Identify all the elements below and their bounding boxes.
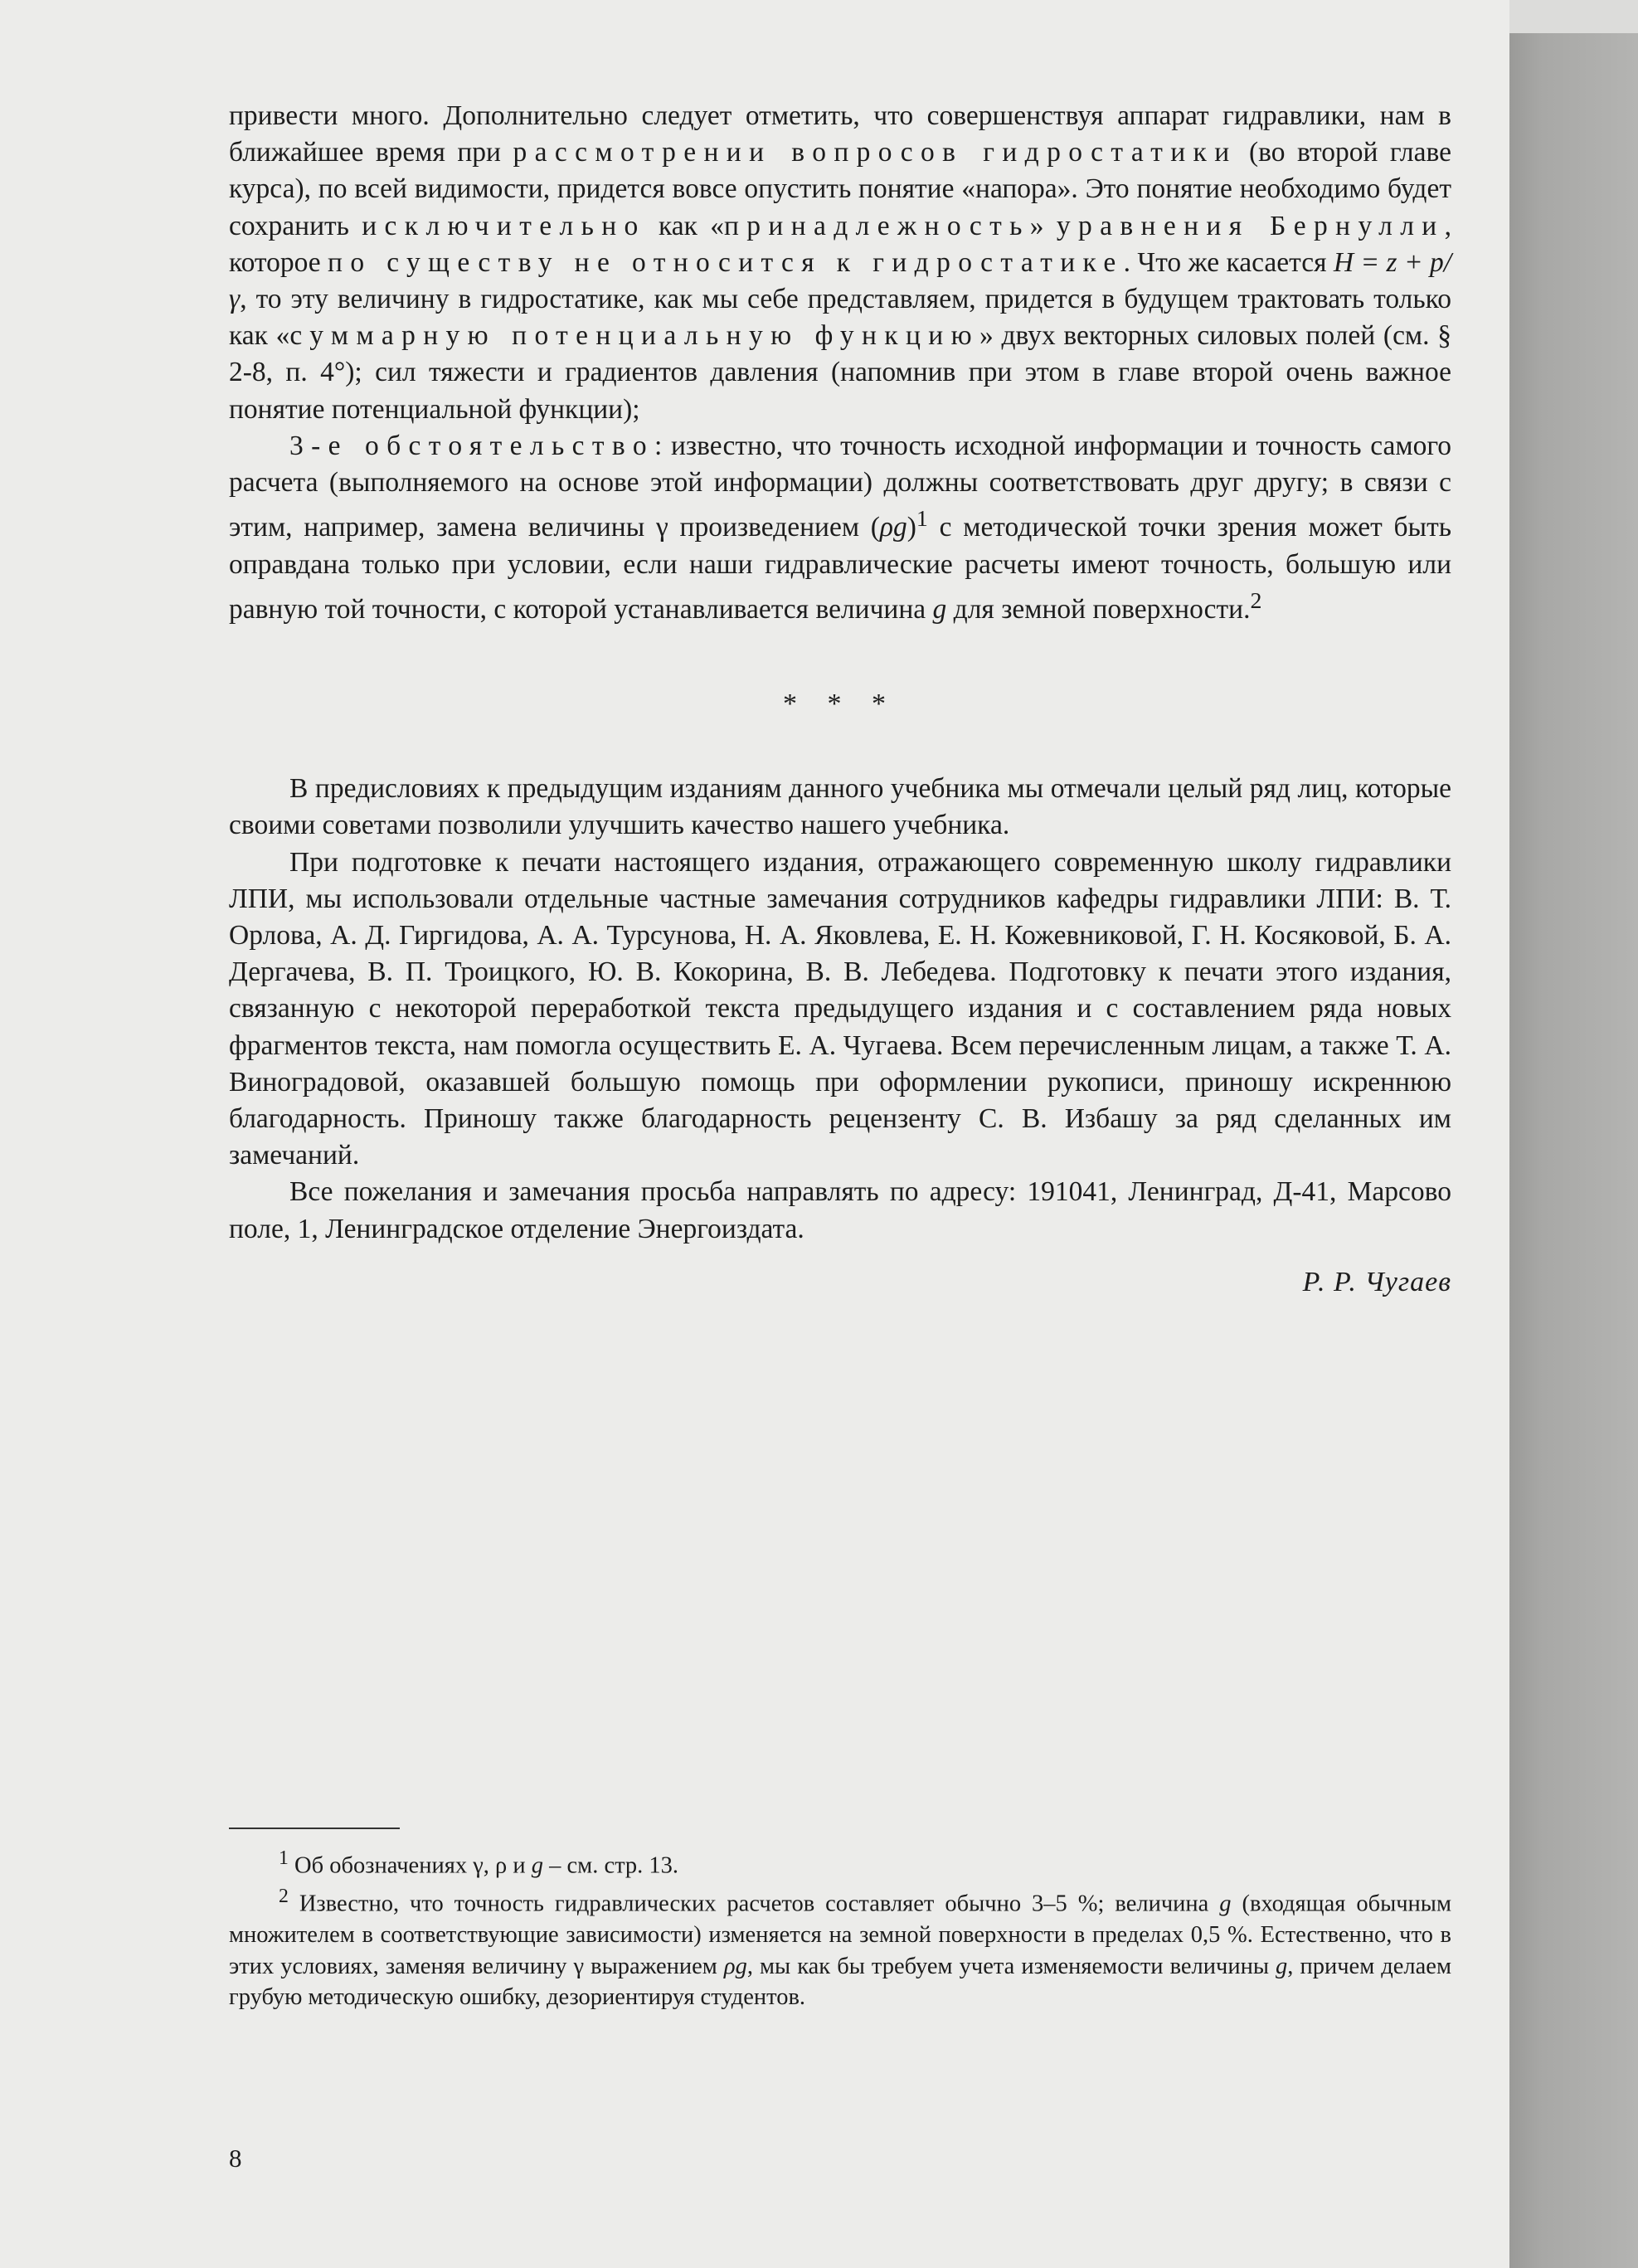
text-run: , которое bbox=[229, 210, 1451, 278]
symbol-g: g bbox=[932, 593, 947, 625]
symbol-g: g bbox=[1219, 1891, 1232, 1917]
formula-rho-g: ρg bbox=[879, 512, 907, 543]
text-run: с методической точки зрения может быть оправдана только при условии, если наши гидравлические расчеты имеют точность, большую или равную той точности, с которой устанавливается величина bbox=[229, 512, 1451, 625]
section-separator: * * * bbox=[783, 689, 897, 720]
text-run: » двух векторных силовых полей (см. § 2-8, п. 4°); сил тяжести и градиентов давления (напомнив при этом в главе второй очень важное понятие потенциальной функции); bbox=[229, 320, 1451, 425]
formula-head: H = z + p/γ bbox=[229, 246, 1452, 315]
footnote-ref-2[interactable]: 2 bbox=[1250, 587, 1262, 614]
text-run: ) bbox=[906, 512, 916, 543]
footnote-divider bbox=[229, 1828, 400, 1829]
page-number: 8 bbox=[229, 2144, 242, 2173]
text-run: (входящая обычным множителем в соответствующие зависимости) изменяется на земной поверхности в пределах 0,5 %. Естественно, что в этих условиях, заменяя величину γ выражением bbox=[229, 1891, 1451, 1979]
paragraph-third-circumstance bbox=[229, 428, 1451, 628]
spaced-emphasis: суммарную потенциальную функцию bbox=[289, 320, 979, 352]
footnote-2 bbox=[229, 1881, 1451, 2013]
spaced-emphasis: принадлежность bbox=[723, 210, 1030, 241]
text-run: для земной поверхности. bbox=[946, 593, 1251, 625]
formula-rho-g: ρg bbox=[723, 1953, 747, 1979]
paragraph-acknowledgement-intro: В предисловиях к предыдущим изданиям данного учебника мы отмечали целый ряд лиц, которые своими советами позволили улучшить качество нашего учебника. bbox=[229, 773, 1451, 841]
spaced-emphasis: уравнения Бернулли bbox=[1056, 210, 1445, 241]
author-signature: Р. Р. Чугаев bbox=[1302, 1266, 1451, 1297]
text-run: Об обозначениях γ, ρ и bbox=[288, 1852, 532, 1879]
spaced-emphasis: исключительно bbox=[362, 210, 646, 241]
symbol-g: g bbox=[531, 1852, 544, 1879]
page-edge-shadow bbox=[1509, 0, 1638, 2268]
footnotes-block bbox=[229, 1843, 1451, 2013]
text-run: как « bbox=[645, 210, 724, 241]
main-text-column bbox=[229, 98, 1451, 1301]
text-run: (во второй главе курса), по всей видимости, придется вовсе опустить понятие «напора». Это понятие необходимо будет сохранить bbox=[229, 137, 1451, 241]
text-run: – см. стр. 13. bbox=[543, 1852, 679, 1879]
text-run: , мы как бы требуем учета изменяемости величины bbox=[746, 1953, 1276, 1979]
paragraph-acknowledgements: При подготовке к печати настоящего издания, отражающего современную школу гидравлики ЛПИ, мы использовали отдельные частные замечания сотрудников кафедры гидравлики ЛПИ: В. Т. Орлова, А. Д. Гиргидова, А. А. Турсунова, Н. А. Яковлева, Е. Н. Кожевниковой, Г. Н. Косяковой, Б. А. Дергачева, В. П. Троицкого, Ю. В. Кокорина, В. В. Лебедева. Подготовку к печати этого издания, связанную с некоторой переработкой текста предыдущего издания и с составлением ряда новых фрагментов текста, нам помогла осуществить Е. А. Чугаева. Всем перечисленным лицам, а также Т. А. Виноградовой, оказавшей большую помощь при оформлении рукописи, приношу искреннюю благодарность. Приношу также благодарность рецензенту С. В. Избашу за ряд сделанных им замечаний. bbox=[229, 846, 1451, 1171]
footnote-marker: 1 bbox=[279, 1847, 289, 1869]
footnote-1 bbox=[229, 1843, 1451, 1881]
text-run: » bbox=[1029, 210, 1057, 241]
paragraph-contact-address: Все пожелания и замечания просьба направлять по адресу: 191041, Ленинград, Д-41, Марсово поле, 1, Ленинградское отделение Энергоиздата. bbox=[229, 1176, 1451, 1244]
text-run: : известно, что точность исходной информации и точность самого расчета (выполняемого на основе этой информации) должны соответствовать друг другу; в связи с этим, например, замена величины γ произведением ( bbox=[229, 430, 1451, 543]
text-run: Известно, что точность гидравлических расчетов составляет обычно 3–5 %; величина bbox=[288, 1891, 1220, 1917]
footnote-marker: 2 bbox=[279, 1886, 289, 1907]
spaced-emphasis: 3-е обстоятельство bbox=[289, 430, 655, 461]
paragraph-hydrostatics bbox=[229, 98, 1451, 428]
text-run: , причем делаем грубую методическую ошибку, дезориентируя студентов. bbox=[229, 1953, 1451, 2010]
text-run: , то эту величину в гидростатике, как мы себе представляем, придется в будущем трактовать только как « bbox=[229, 284, 1451, 352]
page-edge-corner bbox=[1509, 0, 1638, 33]
symbol-g: g bbox=[1276, 1953, 1288, 1979]
text-run: привести много. Дополнительно следует отметить, что совершенствуя аппарат гидравлики, нам в ближайшее время при bbox=[229, 100, 1451, 168]
spaced-emphasis: по существу не относится к гидростатике bbox=[328, 246, 1124, 278]
footnote-ref-1[interactable]: 1 bbox=[916, 506, 928, 533]
spaced-emphasis: рассмотрении вопросов гидростатики bbox=[513, 137, 1237, 168]
text-run: . Что же касается bbox=[1123, 246, 1334, 278]
